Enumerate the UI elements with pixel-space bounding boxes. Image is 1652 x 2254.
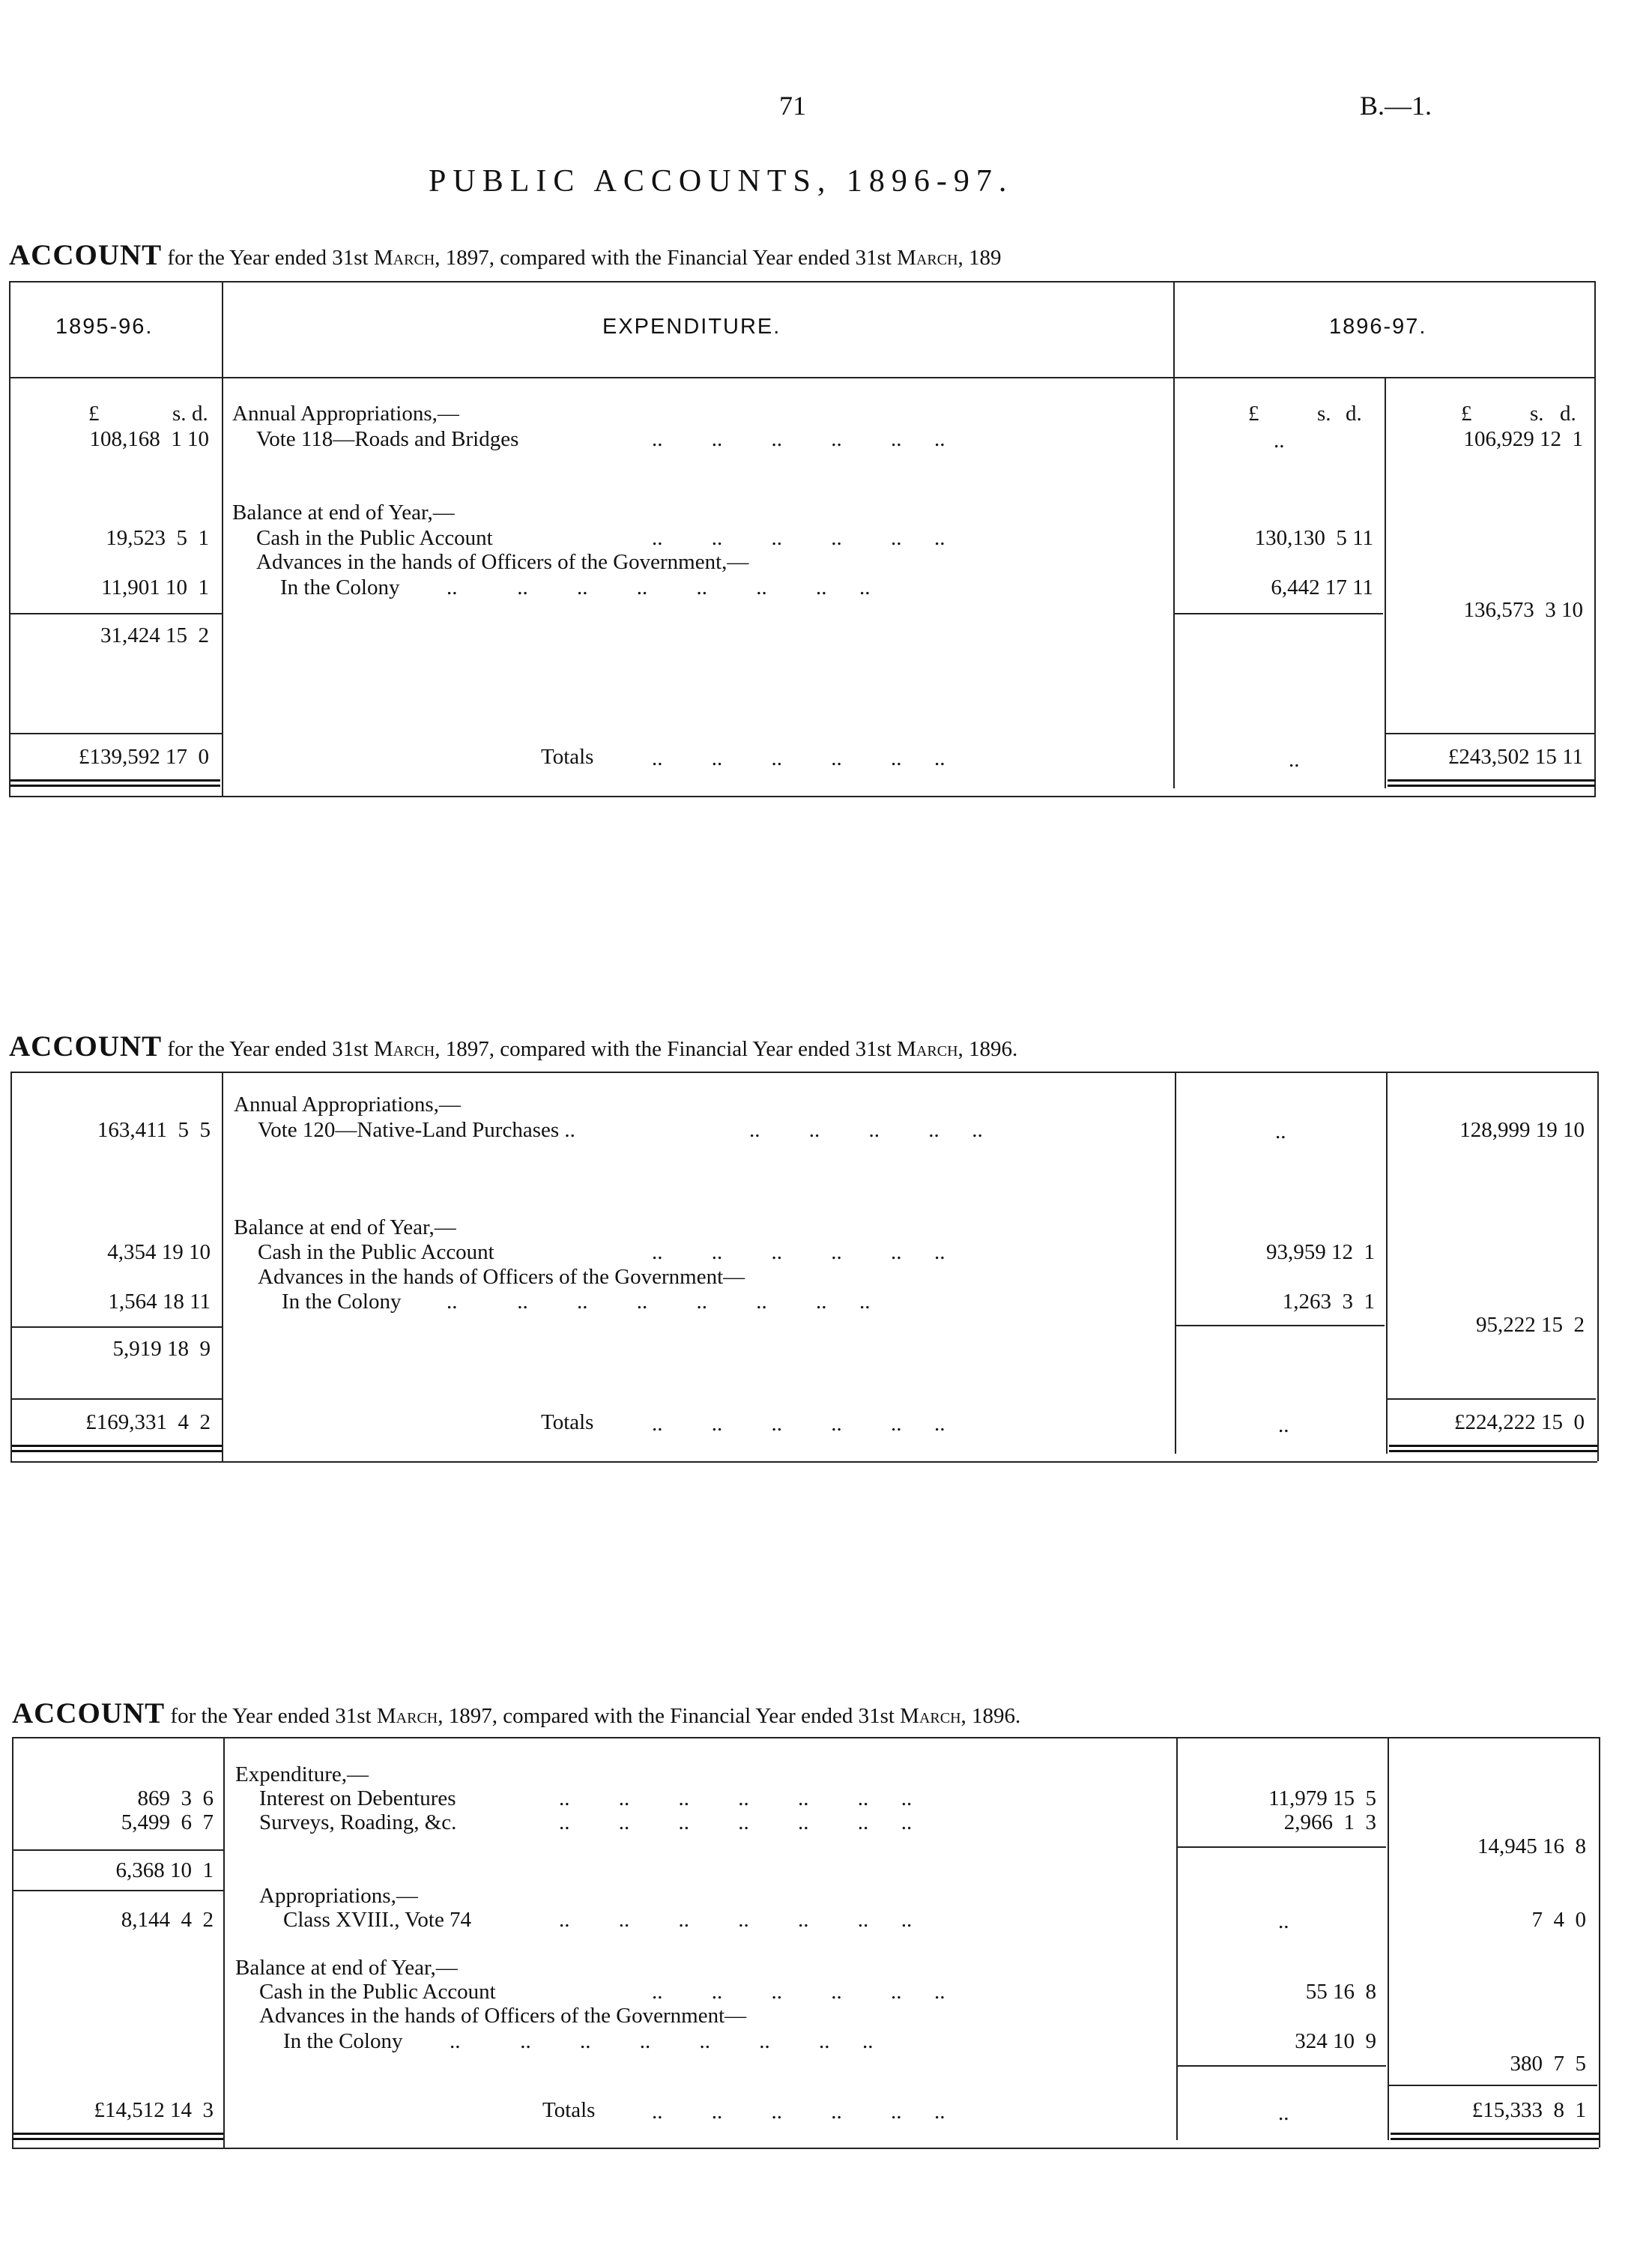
value-cell: 14,945 16 8: [1477, 1834, 1586, 1858]
row-label: Balance at end of Year,—: [235, 1956, 458, 1980]
account-heading-text: for the Year ended 31st March, 1897, compared with the Financial Year ended 31st March, 189: [167, 246, 1002, 270]
value-cell: 93,959 12 1: [1266, 1240, 1375, 1264]
row-label: Annual Appropriations,—: [234, 1093, 461, 1117]
value-cell: 95,222 15 2: [1476, 1313, 1585, 1337]
value-cell: 19,523 5 1: [106, 526, 209, 550]
totals-label: Totals: [541, 1410, 594, 1434]
value-cell: 869 3 6: [137, 1786, 214, 1810]
value-cell: 8,144 4 2: [121, 1908, 214, 1932]
row-label: Vote 118—Roads and Bridges: [256, 427, 519, 451]
value-cell: ..: [1274, 429, 1285, 453]
value-cell: £243,502 15 11: [1447, 745, 1583, 769]
col-header-expenditure: EXPENDITURE.: [602, 315, 781, 339]
value-cell: £139,592 17 0: [79, 745, 209, 769]
value-cell: ..: [1275, 1120, 1286, 1143]
value-cell: 1,263 3 1: [1282, 1290, 1375, 1314]
value-cell: 11,979 15 5: [1268, 1786, 1376, 1810]
row-label: In the Colony: [282, 1290, 402, 1314]
value-cell: 106,929 12 1: [1463, 427, 1583, 451]
page-title: PUBLIC ACCOUNTS, 1896-97.: [429, 164, 1014, 199]
account-heading-word: ACCOUNT: [9, 1030, 163, 1063]
unit-s: s.: [1317, 402, 1331, 426]
col-header-1895-96: 1895-96.: [55, 315, 154, 339]
account-heading-word: ACCOUNT: [12, 1697, 166, 1729]
row-label: Appropriations,—: [259, 1884, 418, 1908]
value-cell: 11,901 10 1: [101, 575, 209, 599]
value-cell: 55 16 8: [1305, 1980, 1376, 2004]
unit-s: s.: [172, 402, 187, 426]
account-heading: [12, 1696, 1020, 1730]
value-cell: ..: [1289, 748, 1300, 772]
account-heading-word: ACCOUNT: [9, 239, 163, 271]
account-heading: [9, 1030, 1017, 1063]
row-label: Cash in the Public Account: [259, 1980, 496, 2004]
value-cell: 5,919 18 9: [112, 1337, 211, 1361]
value-cell: 4,354 19 10: [107, 1240, 211, 1264]
row-label: In the Colony: [283, 2029, 403, 2053]
unit-d: d.: [1560, 402, 1576, 426]
row-label: Balance at end of Year,—: [234, 1215, 456, 1239]
account-heading-text: for the Year ended 31st March, 1897, compared with the Financial Year ended 31st March, 1896.: [170, 1704, 1021, 1728]
value-cell: 380 7 5: [1510, 2052, 1586, 2076]
value-cell: 6,442 17 11: [1271, 575, 1373, 599]
value-cell: £224,222 15 0: [1454, 1410, 1585, 1434]
value-cell: 7 4 0: [1531, 1908, 1586, 1932]
col-header-1896-97: 1896-97.: [1329, 315, 1427, 339]
row-label: In the Colony: [280, 575, 400, 599]
document-reference: B.—1.: [1360, 91, 1432, 121]
row-label: Class XVIII., Vote 74: [283, 1908, 472, 1932]
account-heading: [9, 238, 1002, 272]
value-cell: 324 10 9: [1295, 2029, 1376, 2053]
totals-label: Totals: [541, 745, 594, 769]
unit-pound: £: [88, 402, 100, 426]
row-label: Interest on Debentures: [259, 1786, 456, 1810]
value-cell: ..: [1278, 1413, 1289, 1437]
unit-pound: £: [1461, 402, 1472, 426]
value-cell: 163,411 5 5: [97, 1118, 211, 1142]
value-cell: ..: [1278, 2101, 1289, 2125]
row-label: Expenditure,—: [235, 1762, 369, 1786]
row-label: Surveys, Roading, &c.: [259, 1810, 457, 1834]
unit-d: d.: [1346, 402, 1362, 426]
value-cell: 128,999 19 10: [1459, 1118, 1585, 1142]
row-label: Advances in the hands of Officers of the Government,—: [256, 550, 749, 574]
value-cell: 5,499 6 7: [121, 1810, 214, 1834]
row-label: Balance at end of Year,—: [232, 501, 455, 525]
unit-s: s.: [1530, 402, 1544, 426]
value-cell: 6,368 10 1: [115, 1858, 214, 1882]
totals-label: Totals: [542, 2098, 596, 2122]
value-cell: 1,564 18 11: [108, 1290, 211, 1314]
row-label: Cash in the Public Account: [258, 1240, 494, 1264]
value-cell: 130,130 5 11: [1254, 526, 1373, 550]
value-cell: 31,424 15 2: [100, 623, 209, 647]
value-cell: ..: [1278, 1909, 1289, 1933]
account-heading-text: for the Year ended 31st March, 1897, compared with the Financial Year ended 31st March, 1896.: [167, 1037, 1018, 1061]
unit-pound: £: [1248, 402, 1259, 426]
value-cell: 2,966 1 3: [1283, 1810, 1376, 1834]
row-label: Advances in the hands of Officers of the Government—: [259, 2004, 747, 2028]
value-cell: 136,573 3 10: [1463, 598, 1583, 622]
value-cell: £14,512 14 3: [94, 2098, 214, 2122]
value-cell: 108,168 1 10: [89, 427, 209, 451]
row-label: Cash in the Public Account: [256, 526, 493, 550]
row-label: Vote 120—Native-Land Purchases ..: [258, 1118, 575, 1142]
page-number: 71: [779, 91, 806, 121]
row-label: Annual Appropriations,—: [232, 402, 459, 426]
value-cell: £15,333 8 1: [1471, 2098, 1586, 2122]
unit-d: d.: [192, 402, 208, 426]
value-cell: £169,331 4 2: [85, 1410, 211, 1434]
row-label: Advances in the hands of Officers of the Government—: [258, 1265, 745, 1289]
